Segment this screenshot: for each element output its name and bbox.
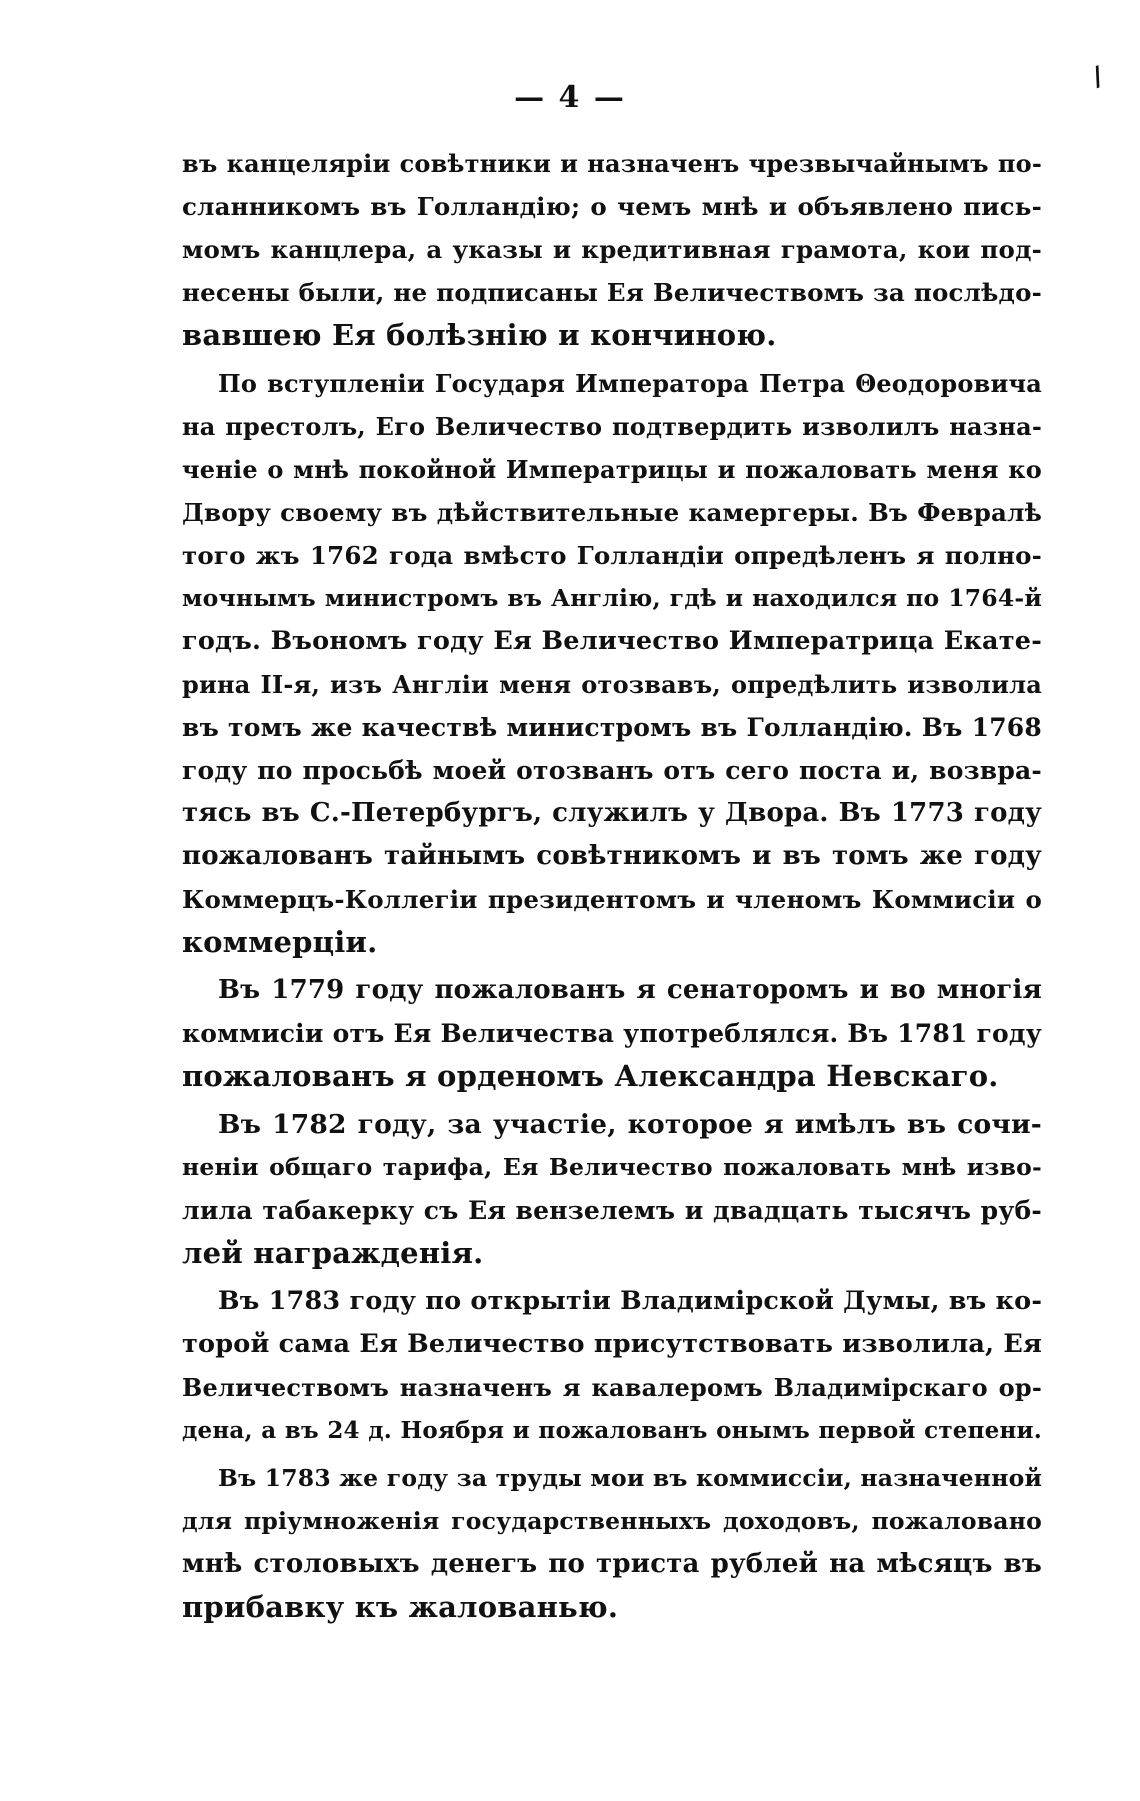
text-line: въ томъ же качествѣ министромъ въ Голландію. Въ 1768 xyxy=(182,713,1042,742)
text-line: дена, а въ 24 д. Ноября и пожалованъ онымъ первой степени. xyxy=(182,1417,1042,1444)
text-line: годъ. Въономъ году Ея Величество Императрица Екате- xyxy=(182,626,1042,656)
text-line: рина II-я, изъ Англіи меня отозвавъ, опредѣлить изволила xyxy=(182,670,1042,699)
text-line: пожалованъ я орденомъ Александра Невскаго. xyxy=(182,1059,999,1093)
text-line: Въ 1783 же году за труды мои въ коммиссіи, назначенной xyxy=(218,1464,1043,1492)
text-line: Двору своему въ дѣйствительные камергеры. Въ Февралѣ xyxy=(182,498,1042,527)
text-line: лила табакерку съ Ея вензелемъ и двадцать тысячъ руб- xyxy=(182,1196,1042,1225)
paragraph-4 xyxy=(182,1103,1042,1275)
text-line: того жъ 1762 года вмѣсто Голландіи опредѣленъ я полно- xyxy=(182,541,1042,570)
text-line: Величествомъ назначенъ я кавалеромъ Владимірскаго ор- xyxy=(182,1373,1042,1402)
text-line: для пріумноженія государственныхъ доходовъ, пожаловано xyxy=(182,1507,1042,1535)
text-line: мнѣ столовыхъ денегъ по триста рублей на мѣсяцъ въ xyxy=(182,1549,1042,1579)
paragraph-5 xyxy=(182,1280,1042,1452)
page-number: — 4 — xyxy=(514,80,626,115)
text-line: По вступленіи Государя Императора Петра Θеодоровича xyxy=(218,369,1042,398)
text-line: коммерціи. xyxy=(182,925,378,959)
text-line: въ канцеляріи совѣтники и назначенъ чрезвычайнымъ по- xyxy=(182,149,1042,178)
text-line: на престолъ, Его Величество подтвердить изволилъ назна- xyxy=(182,412,1042,441)
paragraph-1 xyxy=(182,142,1042,357)
paragraph-2 xyxy=(182,362,1042,964)
text-line: Въ 1783 году по открытіи Владимірской Думы, въ ко- xyxy=(218,1286,1043,1316)
text-line: прибавку къ жалованью. xyxy=(182,1590,619,1624)
text-line: году по просьбѣ моей отозванъ отъ сего поста и, возвра- xyxy=(182,756,1042,785)
text-line: Коммерцъ-Коллегіи президентомъ и членомъ Коммисіи о xyxy=(182,885,1042,914)
text-line: неніи общаго тарифа, Ея Величество пожаловать мнѣ изво- xyxy=(182,1153,1042,1181)
text-line: момъ канцлера, а указы и кредитивная грамота, кои под- xyxy=(182,235,1042,264)
text-line: торой сама Ея Величество присутствовать изволила, Ея xyxy=(182,1329,1042,1359)
text-line: тясь въ С.-Петербургъ, служилъ у Двора. Въ 1773 году xyxy=(182,798,1042,828)
text-line: Въ 1779 году пожалованъ я сенаторомъ и во многія xyxy=(218,975,1042,1005)
text-line: лей награжденія. xyxy=(182,1236,484,1270)
margin-mark: / xyxy=(1087,61,1107,93)
paragraph-3 xyxy=(182,969,1042,1098)
text-line: вавшею Ея болѣзнію и кончиною. xyxy=(182,318,777,352)
text-line: ченіе о мнѣ покойной Императрицы и пожаловать меня ко xyxy=(182,455,1042,484)
text-line: пожалованъ тайнымъ совѣтникомъ и въ томъ же году xyxy=(182,841,1042,871)
text-line: коммисіи отъ Ея Величества употреблялся. Въ 1781 году xyxy=(182,1019,1042,1048)
text-line: Въ 1782 году, за участіе, которое я имѣлъ въ сочи- xyxy=(218,1109,1042,1140)
text-line: сланникомъ въ Голландію; о чемъ мнѣ и объявлено пись- xyxy=(182,192,1042,221)
text-line: несены были, не подписаны Ея Величествомъ за послѣдо- xyxy=(182,278,1042,307)
body-text xyxy=(182,142,1042,1634)
paragraph-6 xyxy=(182,1457,1042,1629)
text-line: мочнымъ министромъ въ Англію, гдѣ и находился по 1764-й xyxy=(182,584,1042,612)
